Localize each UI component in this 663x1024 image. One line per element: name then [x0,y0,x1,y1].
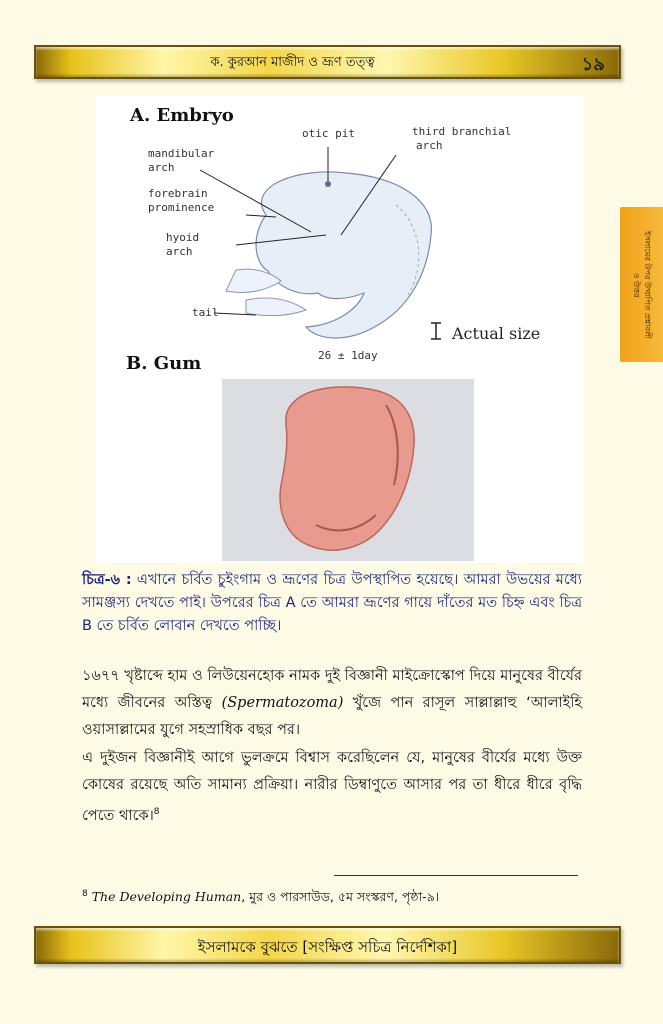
label-forebrain-prominence: prominence [148,201,215,214]
label-third-branchial: third branchial [412,125,512,138]
label-tail: tail [192,306,219,319]
footnote-details: , মুর ও পারসাউড, ৫ম সংস্করণ, পৃষ্ঠা-৯। [241,889,440,905]
footnote [82,889,582,909]
side-tab-line2: ও উত্তর [631,272,641,297]
side-tab-text [631,210,653,360]
label-hyoid: hyoid [166,231,200,244]
paragraph-2 [82,745,582,830]
footnote-rule [334,875,578,876]
label-hyoid-arch: arch [166,245,193,258]
p1-italic-term: (Spermatozoma) [221,695,344,711]
label-mandibular: mandibular [148,147,215,160]
figure-caption [82,569,582,638]
paragraph-1 [82,663,582,744]
page-number: ১৯ [581,54,605,75]
figure-heading-b: B. Gum [126,353,202,374]
book-title: ইসলামকে বুঝতে [সংক্ষিপ্ত সচিত্র নির্দেশিকা] [197,938,458,956]
label-forebrain: forebrain [148,187,208,200]
header-banner [34,45,621,79]
caption-label: চিত্র-৬ : [82,572,132,588]
p1-text-after: খুঁজে পান রাসূল সাল্লাল্লাহু ‘আলাইহি ওয়াসাল্লামের যুগে সহস্রাধিক বছর পর। [82,695,582,738]
chapter-title: ক. কুরআন মাজীদ ও ভ্রূণ তত্ত্ব [210,55,375,70]
label-mandibular-arch: arch [148,161,175,174]
footer-banner [34,926,621,964]
otic-pit-mark [325,181,331,187]
caption-text: এখানে চর্বিত চুইংগাম ও ভ্রূণের চিত্র উপস্থাপিত হয়েছে। আমরা উভয়ের মধ্যে সামঞ্জস্য দেখতে পাই। উপরের চিত্র A তে আমরা ভ্রূণের গায়ে দাঁতের মত চিহ্ন এবং চিত্র B তে চর্বিত লোবান দেখতে পাচ্ছি। [82,572,582,634]
footnote-book-title: The Developing Human [91,889,242,905]
p1-text-before: ১৬৭৭ খৃষ্টাব্দে হাম ও লিউয়েনহোক নামক দুই বিজ্ঞানী মাইক্রোস্কোপ দিয়ে মানুষের বীর্যের মধ্যে জীবনের অস্তিত্ব [82,668,582,711]
side-tab [620,207,663,362]
label-actual-size: Actual size [452,324,541,343]
figure-heading-a: A. Embryo [130,105,234,126]
footnote-ref: 8 [153,807,160,817]
embryo-lower-bud [246,298,306,316]
figure-embryo-gum [96,95,584,563]
p2-text: এ দুইজন বিজ্ঞানীই আগে ভুলক্রমে বিশ্বাস করেছিলেন যে, মানুষের বীর্যের মধ্যে উক্ত কোষের রয়েছে অতি সামান্য প্রক্রিয়া। নারীর ডিম্বাণুতে আসার পর তা ধীরে ধীরে বৃদ্ধি পেতে থাকে। [82,750,582,824]
label-age: 26 ± 1day [318,349,378,362]
side-tab-line1: ইসলামের উপর উত্থাপিত প্রশ্নাবলী [642,230,652,339]
label-otic-pit: otic pit [302,127,355,140]
footnote-mark: 8 [82,889,88,899]
label-third-branchial-arch: arch [416,139,443,152]
